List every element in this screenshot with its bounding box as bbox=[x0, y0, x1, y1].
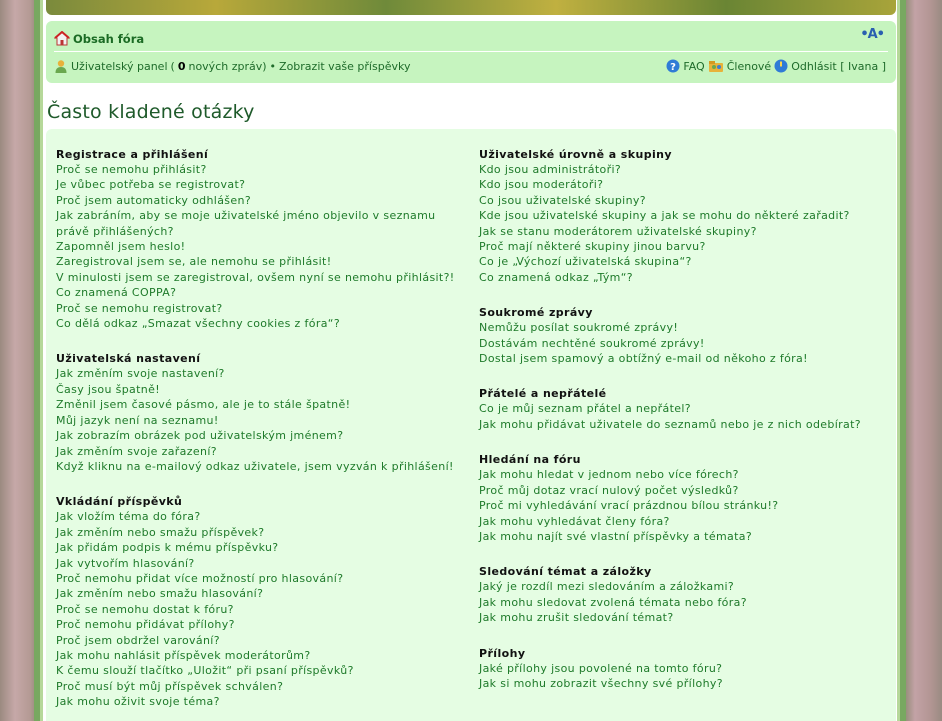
faq-question-link[interactable]: Proč se nemohu přihlásit? bbox=[56, 163, 207, 176]
faq-section bbox=[56, 494, 456, 709]
faq-question-link[interactable]: Proč jsem obdržel varování? bbox=[56, 633, 220, 647]
faq-question-link[interactable]: Proč se nemohu dostat k fóru? bbox=[56, 602, 234, 616]
faq-question-link[interactable]: Jaký je rozdíl mezi sledováním a záložkami? bbox=[479, 580, 735, 594]
faq-question-link[interactable]: Jak změním nebo smažu hlasování? bbox=[56, 587, 264, 601]
faq-question-link[interactable]: Jak vložím téma do fóra? bbox=[56, 510, 201, 524]
faq-section bbox=[479, 305, 889, 366]
svg-text:?: ? bbox=[670, 62, 677, 73]
faq-section bbox=[56, 351, 456, 474]
section-title: Sledování témat a záložky bbox=[479, 565, 652, 579]
faq-section bbox=[479, 147, 889, 285]
faq-question-link[interactable]: Kde jsou uživatelské skupiny a jak se mohu do některé zařadit? bbox=[479, 209, 850, 223]
faq-question-link[interactable]: Jak mohu zrušit sledování témat? bbox=[479, 611, 674, 625]
faq-question-link[interactable]: Jak změním svoje zařazení? bbox=[56, 444, 217, 458]
faq-question-link[interactable]: Jak vytvořím hlasování? bbox=[56, 556, 195, 570]
section-title: Uživatelská nastavení bbox=[56, 352, 201, 366]
user-panel-icon bbox=[54, 59, 68, 73]
faq-link[interactable]: FAQ bbox=[683, 59, 705, 73]
faq-question-link[interactable]: Jak mohu přidávat uživatele do seznamů nebo je z nich odebírat? bbox=[479, 417, 861, 431]
faq-question-link[interactable]: Zaregistroval jsem se, ale nemohu se přihlásit! bbox=[56, 255, 332, 269]
faq-section bbox=[479, 646, 889, 692]
header-banner bbox=[46, 0, 896, 15]
faq-question-link[interactable]: Jak se stanu moderátorem uživatelské skupiny? bbox=[479, 224, 757, 238]
faq-section bbox=[479, 452, 889, 544]
members-icon bbox=[708, 59, 724, 73]
faq-section bbox=[56, 147, 456, 331]
faq-question-link[interactable]: Kdo jsou moderátoři? bbox=[479, 178, 604, 192]
faq-question-link[interactable]: K čemu slouží tlačítko „Uložit“ při psaní příspěvků? bbox=[56, 664, 354, 678]
font-size-toggle[interactable]: •A• bbox=[860, 27, 884, 42]
section-title: Uživatelské úrovně a skupiny bbox=[479, 148, 672, 161]
faq-question-link[interactable]: Změnil jsem časové pásmo, ale je to stále špatně! bbox=[56, 398, 351, 412]
faq-question-link[interactable]: Nemůžu posílat soukromé zprávy! bbox=[479, 321, 679, 335]
faq-question-link[interactable]: Jak si mohu zobrazit všechny své přílohy? bbox=[479, 676, 723, 690]
page-title: Často kladené otázky bbox=[47, 101, 255, 123]
faq-question-link[interactable]: Jak mohu sledovat zvolená témata nebo fóra? bbox=[479, 595, 747, 609]
forum-index-link[interactable]: Obsah fóra bbox=[73, 31, 145, 46]
faq-question-link[interactable]: Co je „Výchozí uživatelská skupina“? bbox=[479, 255, 692, 269]
section-title: Vkládání příspěvků bbox=[56, 495, 183, 509]
navbar bbox=[46, 21, 896, 83]
faq-question-link[interactable]: Co znamená odkaz „Tým“? bbox=[479, 270, 633, 284]
faq-question-link[interactable]: Jak mohu oživit svoje téma? bbox=[56, 695, 220, 709]
faq-question-link[interactable]: Proč mají některé skupiny jinou barvu? bbox=[479, 240, 706, 254]
faq-question-link[interactable]: Dostal jsem spamový a obtížný e-mail od někoho z fóra! bbox=[479, 352, 808, 366]
site-nav bbox=[666, 59, 886, 73]
faq-icon bbox=[666, 59, 680, 73]
faq-question-link[interactable]: Co je můj seznam přátel a nepřátel? bbox=[479, 402, 691, 416]
faq-question-link[interactable]: Jak přidám podpis k mému příspěvku? bbox=[56, 541, 279, 555]
faq-question-link[interactable]: Jak změním svoje nastavení? bbox=[56, 367, 225, 381]
faq-question-link[interactable]: Jak mohu vyhledávat členy fóra? bbox=[479, 514, 670, 528]
faq-section bbox=[479, 564, 889, 625]
logout-link[interactable]: Odhlásit [ Ivana ] bbox=[791, 59, 886, 73]
faq-question-link[interactable]: Když kliknu na e-mailový odkaz uživatele, jsem vyzván k přihlášení! bbox=[56, 459, 454, 473]
faq-question-link[interactable]: Proč nemohu přidat více možností pro hlasování? bbox=[56, 571, 344, 585]
user-panel-link[interactable]: Uživatelský panel bbox=[71, 59, 168, 73]
breadcrumb bbox=[54, 31, 144, 46]
faq-question-link[interactable]: Zapomněl jsem heslo! bbox=[56, 240, 186, 254]
nav-divider bbox=[54, 51, 888, 52]
faq-question-link[interactable]: Jak zabráním, aby se moje uživatelské jméno objevilo v seznamu právě přihlášených? bbox=[56, 209, 436, 238]
home-icon bbox=[54, 31, 70, 46]
faq-question-link[interactable]: Jak mohu najít své vlastní příspěvky a témata? bbox=[479, 529, 753, 543]
faq-section bbox=[479, 386, 889, 432]
faq-question-link[interactable]: Proč se nemohu registrovat? bbox=[56, 301, 223, 315]
faq-question-link[interactable]: Jak mohu hledat v jednom nebo více fórech? bbox=[479, 468, 739, 482]
faq-question-link[interactable]: Proč jsem automaticky odhlášen? bbox=[56, 193, 252, 207]
faq-question-link[interactable]: V minulosti jsem se zaregistroval, ovšem nyní se nemohu přihlásit?! bbox=[56, 270, 455, 284]
faq-question-link[interactable]: Jak zobrazím obrázek pod uživatelským jménem? bbox=[56, 429, 344, 443]
faq-question-link[interactable]: Jak změním nebo smažu příspěvek? bbox=[56, 525, 265, 539]
logout-icon bbox=[774, 59, 788, 73]
section-title: Hledání na fóru bbox=[479, 453, 581, 467]
faq-left-column bbox=[56, 147, 456, 721]
faq-question-link[interactable]: Co znamená COPPA? bbox=[56, 286, 177, 300]
user-nav bbox=[54, 59, 410, 73]
faq-question-link[interactable]: Kdo jsou administrátoři? bbox=[479, 163, 622, 176]
view-posts-link[interactable]: Zobrazit vaše příspěvky bbox=[279, 59, 411, 73]
faq-right-column bbox=[479, 147, 889, 711]
section-title: Přílohy bbox=[479, 646, 526, 660]
nav-separator: • bbox=[269, 59, 277, 73]
faq-question-link[interactable]: Jak mohu nahlásit příspěvek moderátorům? bbox=[56, 648, 311, 662]
faq-question-link[interactable]: Proč nemohu přidávat přílohy? bbox=[56, 618, 235, 632]
faq-question-link[interactable]: Můj jazyk není na seznamu! bbox=[56, 413, 219, 427]
faq-question-link[interactable]: Časy jsou špatně! bbox=[56, 382, 161, 396]
faq-question-link[interactable]: Jaké přílohy jsou povolené na tomto fóru? bbox=[479, 661, 723, 675]
faq-panel bbox=[46, 129, 896, 721]
new-messages-link[interactable]: nových zpráv) bbox=[188, 59, 267, 73]
members-link[interactable]: Členové bbox=[726, 59, 772, 73]
faq-question-link[interactable]: Co dělá odkaz „Smazat všechny cookies z fóra“? bbox=[56, 317, 341, 331]
new-messages-count: 0 bbox=[177, 59, 186, 73]
faq-question-link[interactable]: Proč můj dotaz vrací nulový počet výsledků? bbox=[479, 483, 739, 497]
new-messages-open: ( bbox=[170, 59, 175, 73]
section-title: Registrace a přihlášení bbox=[56, 148, 209, 161]
faq-question-link[interactable]: Proč mi vyhledávání vrací prázdnou bílou stránku!? bbox=[479, 499, 779, 513]
faq-question-link[interactable]: Dostávám nechtěné soukromé zprávy! bbox=[479, 336, 705, 350]
section-title: Soukromé zprávy bbox=[479, 306, 593, 320]
faq-question-link[interactable]: Je vůbec potřeba se registrovat? bbox=[56, 178, 246, 192]
section-title: Přátelé a nepřátelé bbox=[479, 387, 607, 401]
faq-question-link[interactable]: Proč musí být můj příspěvek schválen? bbox=[56, 679, 284, 693]
faq-question-link[interactable]: Co jsou uživatelské skupiny? bbox=[479, 193, 646, 207]
